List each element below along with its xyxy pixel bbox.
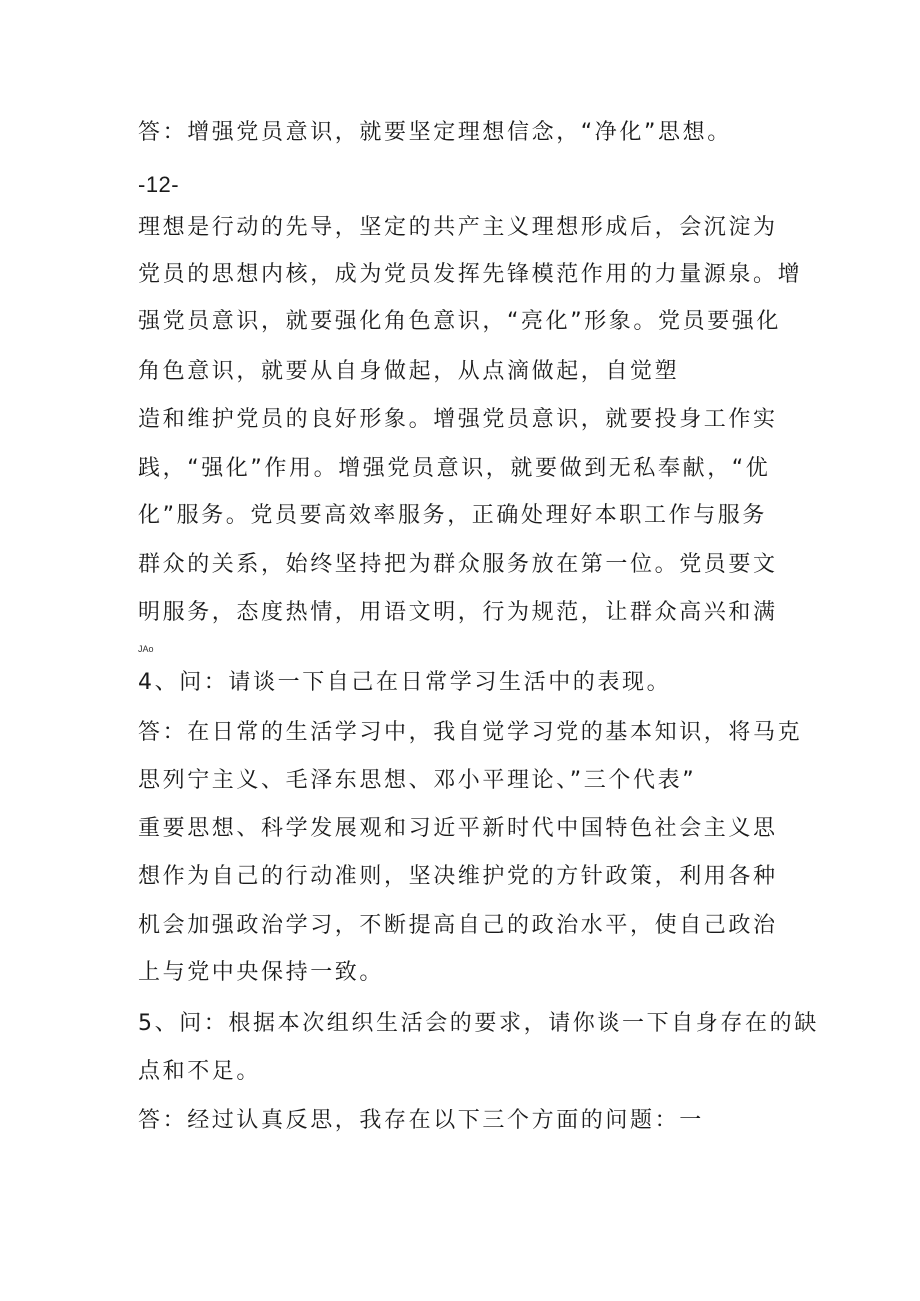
answer-line: 答：增强党员意识，就要坚定理想信念，“净化”思想。 xyxy=(138,120,732,145)
text-line: 践，“强化”作用。增强党员意识，就要做到无私奉献，“优 xyxy=(138,456,771,481)
text-line: 强党员意识，就要强化角色意识，“亮化”形象。党员要强化 xyxy=(138,309,781,334)
text-line: 想作为自己的行动准则，坚决维护党的方针政策，利用各种 xyxy=(138,864,778,889)
text-line: 化”服务。党员要高效率服务，正确处理好本职工作与服务 xyxy=(138,503,767,528)
text-fragment: JAo xyxy=(138,644,154,654)
text-line: 造和维护党员的良好形象。增强党员意识，就要投身工作实 xyxy=(138,407,778,432)
answer-line: 答：经过认真反思，我存在以下三个方面的问题：一 xyxy=(138,1108,704,1133)
text-line: 重要思想、科学发展观和习近平新时代中国特色社会主义思 xyxy=(138,816,778,841)
text-line: 点和不足。 xyxy=(138,1059,262,1084)
text-line: 机会加强政治学习，不断提高自己的政治水平，使自己政治 xyxy=(138,913,778,938)
question-line: 4、问：请谈一下自己在日常学习生活中的表现。 xyxy=(138,670,672,695)
answer-line: 答：在日常的生活学习中，我自觉学习党的基本知识，将马克 xyxy=(138,720,803,745)
text-line: 思列宁主义、毛泽东思想、邓小平理论、”三个代表” xyxy=(138,768,697,793)
text-line: 党员的思想内核，成为党员发挥先锋模范作用的力量源泉。增 xyxy=(138,262,803,287)
question-line: 5、问：根据本次组织生活会的要求，请你谈一下自身存在的缺 xyxy=(138,1011,819,1036)
text-line: 角色意识，就要从自身做起，从点滴做起，自觉塑 xyxy=(138,359,680,384)
text-line: 群众的关系，始终坚持把为群众服务放在第一位。党员要文 xyxy=(138,552,778,577)
text-line: 理想是行动的先导，坚定的共产主义理想形成后，会沉淀为 xyxy=(138,215,778,240)
page-number: -12- xyxy=(138,172,180,197)
text-line: 明服务，态度热情，用语文明，行为规范，让群众高兴和满 xyxy=(138,600,778,625)
text-line: 上与党中央保持一致。 xyxy=(138,960,385,985)
